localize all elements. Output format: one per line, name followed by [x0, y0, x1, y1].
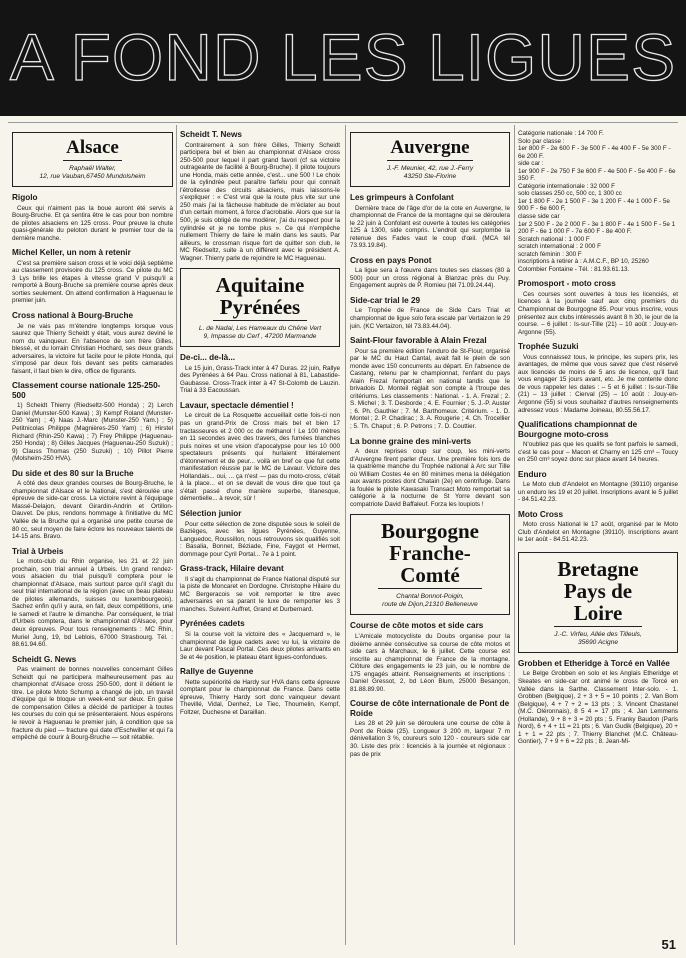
region-header-bourgogne [350, 514, 510, 615]
article [350, 621, 510, 693]
article [12, 248, 173, 305]
article-text: Pour cette sélection de zone disputée sous le soleil de Bazièges, avec les ligues Pyrénées, Guyenne, Languedoc, Roussillon, nous retrouvons six qualifiés soit : Basalia, Bonnet, Béziade, Fine, Faygot et Hermet, dommage pour Cyril Portal... 7e à 1 point. [180, 520, 340, 558]
article [12, 655, 173, 742]
article-text: C'est sa première saison cross et le voici déjà septième au classement provisoire du 125 cross. Ce pilote du MC 3 Lys brille les étapes à vitesse grand V puisqu'il a remporté à Bourg-Bruche sa première course après deux sorties seulement. On attend confirmation à Haguenau le premier juin. [12, 259, 173, 305]
article [350, 193, 510, 250]
article-text: Si la course voit la victoire des « Jacquemard », le championnat de ligue cadets avec vu lui, la victoire de Laur devant Pascal Portal. Ces deux pilotes arrivants en 3e et 4e position, le plateau étant ligues-confondues. [180, 630, 340, 661]
column-2 [180, 130, 340, 942]
article-text: Je ne vais pas m'étendre longtemps lorsque vous saurez que Thierry Scheidt y était, vous aurez deviné le nom du vainqueur. En l'absence de son frère Gilles, blessé, et du lorrain Christian Hochard, ses deux grands adversaires, la victoire fut facile pour le pilote Honda, qui s'imposé par deux fois devant ses petits camarades faisant, il faut bien le dire, office de figurants. [12, 322, 173, 375]
article-title: Grobben et Etheridge à Torcé en Vallée [518, 658, 670, 668]
region-title: Alsace [63, 138, 122, 161]
article-text: Pour sa première édition l'enduro de St-Flour, organisé par le MC du Haut Cantal, avait fait le plein de son monde avec 150 concurrents au départ. En l'absence de Castang, retenu par le championnat, l'enfant du pays Alain Frezal l'emportait en national tandis que le brivadois D. Monteil réglait son compte à l'troupe des critériums. Les classements : National. - 1. A. Frezal ; 2. S. Michel ; 3. T. Desborde ; 4. E. Fournier ; 5. J.-P. Auster ; 6. Ph. Gauthier ; 7. M. Barthomeux. Critérium. - 1. D. Montel ; 2. P. Chadirac ; 3. A. Rougerie ; 4. Ch. Trocellier ; 5. Th. Chaput ; 6. P. Petrons ; 7. D. Couttier. [350, 347, 510, 431]
article-text: Ces courses sont ouvertes à tous les licenciés, et licences à la journée sauf aux cinq premiers du Championnat de Bourgogne 85. Pour vous inscrire, vous présentez aux clubs intéressés avant 8 h 30, le jour de la course. – 6 juillet : Is-sur-Tille (21) – 10 août : Jouy-en-Argonne (55). [518, 290, 678, 336]
region-header-aquitaine [180, 268, 340, 347]
article [350, 256, 510, 290]
region-address: J.-C. Virfeu, Allée des Tilleuls, 35690 Acigne [554, 630, 642, 646]
article-title: Course de côte motos et side cars [350, 621, 484, 631]
region-header-auvergne [350, 132, 510, 187]
article [12, 469, 173, 541]
article-text: Vous connaissez tous, le principe, les supers prix, les avantages, de même que vous savez que c'est réservé aux licenciés de moins de 5 ans de licence, qu'il faut vous engager 15 jours avant, etc. Je me contente donc de vous rappeler les dates : – 5 et 6 juillet : Is-sur-Tille (21) – 13 juillet : Cierval (25) – 10 août : Jouy-en-Argonne (55) si vous souhaitez d'autres renseignements adressez vous : Madame Joineau, 80.55.56.17. [518, 353, 678, 414]
column-3 [350, 130, 510, 942]
article-title: Cross en pays Ponot [350, 255, 432, 265]
article-title: Side-car trial le 29 [350, 295, 421, 305]
article-title: Lavaur, spectacle démentiel ! [180, 400, 294, 410]
region-title-line: Bretagne [557, 556, 639, 581]
region-title [554, 558, 641, 627]
article [518, 659, 678, 746]
article-title: Moto Cross [518, 509, 564, 519]
article [12, 311, 173, 375]
article [180, 667, 340, 716]
article-text: Le circuit de La Rosquette accueillait cette fois-ci non pas un grand-Prix de Cross mais bel et bien 17 tractasseures et 2 000 cc de méthanol ! Le 100 mètres en 11 secondes avec des travers, des fumées blanches puis noires et une vision d'apocalypse pour les 10 000 spectateurs présents qui hurlaient littéralement d'étonnement et de peur... voilà en bref ce que fut cette manifestation réussie par le MC de Lavaur. Victoire des Hollandais... oui, ... ça n'est — pas du moto-cross, c'était à la place... et on se devait de vous dire que tout ça s'était passé d'une manière superbe, titanesque, démentielle... à revoir, sûr ! [180, 412, 340, 503]
article [180, 130, 340, 262]
region-title-line: Bourgogne [380, 519, 479, 544]
article-text: Contrairement à son frère Gilles, Thierry Scheidt participera bel et bien au championnat d'Alsace cross 250-500 pour lequel il part grand favori (cf sa victoire outrageante de facilité à Bourg-Bruche). Il pilote toujours une Honda, mais cette année, c'est... une 500 ! Le choix de la cylindrée peut paraître farfelu pour qui connaît l'étroitesse des circuits alsaciens, mais laissons-le s'expliquer : « C'est vrai que la route plus vite sur une 250 mais j'ai la fâcheuse habitude de m'éclater au bout d'un certain moment, à force d'acrobatie. Alors que sur la 500, je suis obligé de me modérer, j'ai du respect pour la cylindrée et je ne tombe plus ». Ce qui n'empêche nullement Thierry de faire le malin dans les sauts. Par ailleurs, le crossman risque fort de quitter son club, le MC Riedseltz, suite à un différent avec le président A. Wagner. Thierry parle de rejoindre le MC Haguenau. [180, 141, 340, 262]
article-text: Nette supériorité de Hardy sur HVA dans cette épreuve comptant pour le championnat de France. Dans cette épreuve, Thierry Hardy sort donc vainqueur devant Thevillé, Vidal, Denhez, Le Tiec, Thoumelin, Kempf, Foltzer, Duchesne et Daraillan. [180, 678, 340, 716]
article-title: Sélection junior [180, 509, 242, 518]
article-text: La ligue sera à l'œuvre dans toutes ses classes (80 à 500) pour un cross régional à Blanzac près du Puy. Engagement auprès de P. Romieu (tél 71.09.24.44). [350, 267, 510, 290]
article-title: Saint-Flour favorable à Alain Frezal [350, 336, 487, 346]
article-title: Cross national à Bourg-Bruche [12, 311, 134, 321]
article-title: Course de côte internationale de Pont de Roide [350, 699, 510, 718]
article [350, 699, 510, 758]
column-divider [345, 125, 346, 945]
banner-title: A FOND LES LIGUES [9, 20, 677, 94]
article-title: Enduro [518, 469, 547, 479]
article-text: Ceux qui n'aiment pas la boue auront été servis à Bourg-Bruche. Et ça sentira être le cas pour bon nombre de pilotes alsaciens en 125 cross. Pour preuve la chute quasi-générale du peloton durant le premier tour de la dernière manche. [12, 204, 173, 242]
article-title: Grass-track, Hilaire devant [180, 564, 284, 574]
column-4 [518, 130, 678, 930]
column-divider [514, 125, 515, 945]
article-text: Moto cross National le 17 août, organisé par le Moto Club d'Andelot en Montagne (39110). Inscriptions avant le 1er août - 84.51.42.23. [518, 521, 678, 544]
article [350, 336, 510, 431]
article-text: 1) Scheidt Thierry (Riedseltz-500 Honda) ; 2) Lerch Daniel (Munster-500 Kawa) ; 3) Kempf Roland (Munster-250 Yam) ; 4) Naas J.-Marc (Munster-250 Yam.) ; 5) Petitnicolas Philippe (Magnières-250 Yam) ; 6) Hirstel Richard (Rhin-250 Kawa) ; 7) Frey Philippe (Haguenau-250 Honda) ; 8) Gilles Jacques (Haguenau-250 Suzuki) ; 9) Clauss Thomas (250 Suzuki) ; 10) Pillot Pierre (Molsheim-250 HVA). [12, 402, 173, 463]
article [180, 353, 340, 395]
article [350, 296, 510, 330]
region-title-line: Pays de [563, 578, 633, 603]
article-text: Pas vraiment de bonnes nouvelles concernant Gilles Scheidt qui ne participera malheureusement pas au championnat d'Alsace cross 250-500, dont il détient le titre. Le pilote Moto Schump a changé de job, un travail d'équipe qui le bloque un week-end sur deux. En guise de compensation Gilles a décidé de participer à toutes les courses du coin qui se présenteraient. Nous espérons le revoir à Haguenau le premier juin, à condition que sa fracture du pied — fracture qui date d'Eschwiller et qui l'a empêché de courir à Bourg-Bruche — soit rétablie. [12, 666, 173, 742]
article [180, 619, 340, 661]
region-title-line: Franche- [389, 541, 471, 566]
region-title-line: Aquitaine [215, 273, 305, 298]
article-title: Promosport - moto cross [518, 279, 616, 289]
article-text: Il s'agit du championnat de France National disputé sur la piste de Moncaret en Dordogne. Christophe Hilaire du MC Bergeracois se voit remporter le titre avec adversaires en sa parant le luxe de remporter les 3 manches. Suivent Auffret, Grand et Durbernard. [180, 575, 340, 613]
article-title: Michel Keller, un nom à retenir [12, 248, 131, 258]
column-1 [12, 130, 173, 942]
top-divider [8, 122, 678, 123]
article-title: Du side et des 80 sur la Bruche [12, 468, 134, 478]
article-text: A deux reprises coup sur coup, les mini-verts d'Auvergne firent parler d'eux. Une première fois lors de la quatrième manche du Trophée national à Arc sur Tille où William Costes 4e en 80 minimes mena la délégation aux avants postes dont Chatain (2e) en centrifuge. Dans la foulée le pilote Kawasaki Transact Moto remportait sa catégorie à la nocturne de St Yorre devant son compatriote David Baffaleuf. Forza les loupiots ! [350, 448, 510, 508]
article-text: Le moto-club du Rhin organise, les 21 et 22 juin prochain, son trial annuel à Urbeis. Un grand rendez-vous alsacien du trial puisqu'il comptera pour le championnat d'Alsace, mais surtout parce qu'il s'agit du seul trial international de la région (avec un beau plateau de pilotes allemands, suisses ou luxembourgeois). Sachez enfin qu'il y aura, en fait, deux compétitions, une le samedi et l'autre le dimanche. Par conséquent, le trial d'Urbeis comptera, dans le championnat d'Alsace, pour deux épreuves. Pour tous renseignements : MC Rhin, Muriel Jung, 19, bd Leblois, 67000 Strasbourg. Tél. : 88.61.94.60. [12, 558, 173, 649]
region-title-line: Pyrénées [219, 295, 301, 320]
article-text: L'Amicale motocycliste du Doubs organise pour la dixième année consécutive sa course de côte motos et side cars à Marchaux, le 6 juillet. Cette course est inscrite au championnat de France de la montagne. Clôture des engagements le 23 juin, ou le nombre de 175 engagés atteint. Renseignements et inscriptions : Daniel Gressot, 2, bd Léon Blum, 25000 Besançon, 81.88.89.90. [350, 632, 510, 693]
article-title: Scheidt G. News [12, 654, 77, 664]
article-title: La bonne graine des mini-verts [350, 436, 472, 446]
article-title: Scheidt T. News [180, 130, 242, 139]
article [180, 509, 340, 558]
article [180, 401, 340, 503]
region-address: J.-F. Meunier, 42, rue J.-Ferry 43250 Ste-Florine [386, 165, 474, 180]
article [518, 510, 678, 544]
column-divider [176, 125, 177, 945]
region-header-bretagne [518, 552, 678, 653]
article [518, 420, 678, 464]
article-text: Le Moto club d'Andelot en Montagne (39110) organise un enduro les 19 et 20 juillet. Inscriptions avant le 5 juillet - 84.51.42.23. [518, 481, 678, 504]
article [12, 547, 173, 649]
prize-list: Catégorie nationale : 14 700 F. Solo par classe : 1er 800 F - 2e 600 F - 3e 500 F - 4e 400 F - 5e 300 F - 6e 200 F. side car : 1er 900 F - 2e 750 F 3e 600 F - 4e 500 F - 5e 400 F - 6e 350 F. Catégorie internationale : 32 000 F solo classes 250 cc, 500 cc, 1 300 cc 1er 1 800 F - 2e 1 500 F - 3e 1 200 F - 4e 1 000 F - 5e 900 F - 6e 600 F, classe side car 1er 2 500 F - 2e 2 000 F - 3e 1 800 F - 4e 1 500 F - 5e 1 200 F - 6e 1 000 F - 7e 600 F - 8e 400 F. Scratch national : 1 000 F scratch international : 2 000 F scratch féminin : 300 F inscriptions à retirer à : A.M.C.F., BP 10, 25260 Colombier Fontaine - Tél. : 81.93.61.13. [518, 130, 676, 273]
article-title: Trophée Suzuki [518, 342, 579, 352]
article [518, 470, 678, 504]
article-title: Rigolo [12, 193, 38, 202]
region-address: L. de Nadai, Les Hameaux du Chêne Vert 9, Impasse du Cerf , 47200 Marmande [198, 325, 322, 341]
article-text: Le 15 juin, Grass-Track inter à 47 Duras. 22 juin, Rallye des Pyrénées à 64 Pau. Cross national à 81, Labastide-Gaubasse. Cross-Track inter à 47 St-Colomb de Lauzin. Trial à 33 Eacoussan. [180, 364, 340, 395]
region-title: Auvergne [387, 138, 472, 161]
article-title: De-ci... de-là... [180, 353, 236, 363]
article-title: Trial à Urbeis [12, 546, 64, 556]
article-title: Pyrénées cadets [180, 619, 245, 629]
article-text: Le Trophée de France de Side Cars Trial et championnat de ligue solo fera escale par Vertaizon le 29 juin. (KC Vertaizon, tél 73.83.44.04). [350, 307, 510, 330]
article [180, 564, 340, 613]
region-title [378, 520, 482, 589]
article [12, 193, 173, 242]
header-banner [0, 0, 686, 116]
article-title: Les grimpeurs à Confolant [350, 193, 454, 202]
region-address: Chantal Bonnot-Poigin, route de Dijon,21310 Belleneuve [382, 593, 478, 609]
article [12, 381, 173, 462]
article-text: N'oubliez pas que les qualifs se font parfois le samedi, c'est le cas pour – Macon et Charny en 125 cm³ – Toucy en 250 cm³ soyez donc sur place avant 14 heures. [518, 441, 678, 464]
article-title: Classement course nationale 125-250-500 [12, 381, 161, 400]
article-text: Dernière trace de l'âge d'or de la cote en Auvergne, le championnat de France de la montagne qui se déroulera le 22 juin à Confolant est ouverte à toutes les catégories 125 à 1300, side compris. L'endroit qui surplombe la retenue des Fades vaut le coup d'œil. (MCA tél 73.93.19.84). [350, 204, 510, 250]
article-text: Le Belge Grobben en solo et les Anglais Etheridge et Skeates en side-car ont animé le cross de Torcé en Vallée dans la Sarthe. Classement Inter-solo. - 1. Grobben (Belgique), 2 + 3 + 5 = 10 points ; 2. Van Bom (Belgique), 4 + 7 + 2 = 13 pts ; 3. Vincent Chastanel (M.C. Oléronnais), 8 5 4 = 17 pts ; 4. Jan Lemmens (Hollande), 9 + 8 + 3 = 20 pts ; 5. Franky Baudon (Paris Nord), 6 + 4 + 11 = 21 pts ; 6. Van Gudik (Belgique), 20 + 1 + 1 = 22 pts ; 7. Thierry Blanchet (M.C. Château-Gontier), 7 + 9 + 6 = 22 pts ; 8. Jean-Mi- [518, 670, 678, 746]
page-number: 51 [661, 937, 676, 952]
region-title-line: Comté [400, 563, 460, 588]
region-address: Raphaël Walter, 12, rue Vauban,67450 Mundolsheim [39, 165, 146, 180]
region-title [213, 274, 308, 321]
article [518, 342, 678, 414]
region-header-alsace [12, 132, 173, 187]
article-title: Qualifications championnat de Bourgogne moto-cross [518, 420, 638, 439]
article [518, 279, 678, 336]
article [350, 437, 510, 509]
article-text: A côté des deux grandes courses de Bourg-Bruche, le championnat d'Alsace et le National, s'est déroulée une épreuve de side-car cross. La victoire revint à l'équipage Massé-Delajon, devant Girardin-Andrin et Ortillon-Dauvet. De plus, rendons hommage à l'initiative du MC Vallée de la Bruche qui a organisé une petite course de 80 cc, seul moyen de faire éclore les nouveaux talents de 14-15 ans. Bravo. [12, 480, 173, 541]
article-title: Rallye de Guyenne [180, 667, 254, 677]
region-title-line: Loire [573, 600, 623, 625]
article-text: Les 28 et 29 juin se déroulera une course de côte à Pont de Roide (25). Longueur 3 200 m, largeur 7 m dénivellation 3 %, coureurs solo 120 - coureurs side car 30. Liste des prix : licenciés à la journée et régionaux : pas de prix [350, 720, 510, 758]
